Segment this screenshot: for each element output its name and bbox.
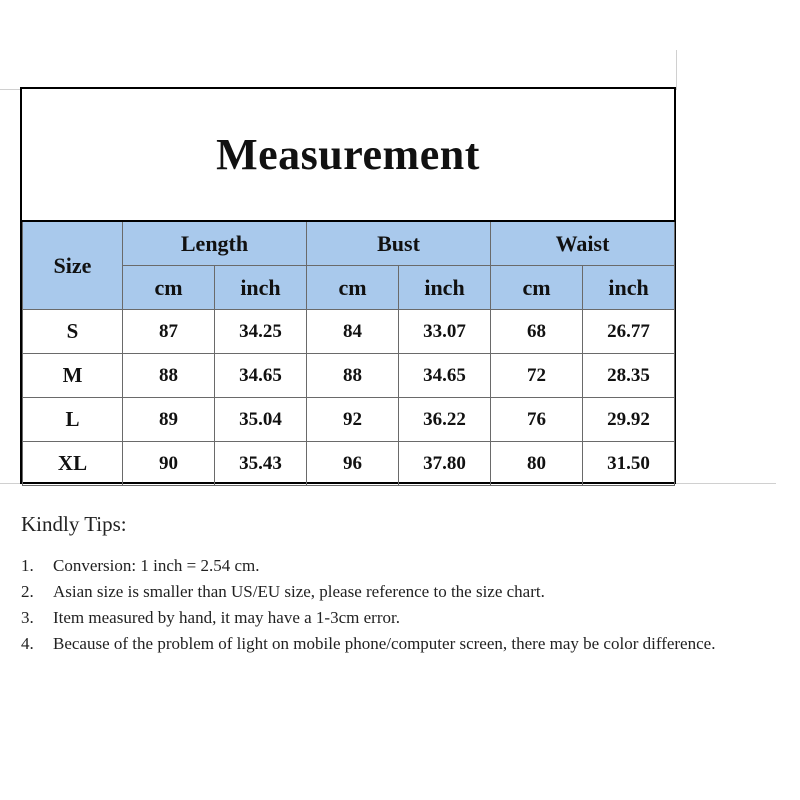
table-row [23, 354, 675, 398]
table-row [23, 398, 675, 442]
scan-guide-line [676, 50, 677, 90]
list-item [21, 579, 766, 605]
table-cell: 28.35 [583, 354, 675, 398]
kindly-tips [21, 512, 766, 657]
column-header-size: Size [23, 221, 123, 310]
chart-title: Measurement [216, 130, 480, 179]
table-cell: 90 [123, 442, 215, 486]
table-cell: 87 [123, 310, 215, 354]
table-cell: 34.65 [215, 354, 307, 398]
table-cell: 88 [123, 354, 215, 398]
column-group-bust: Bust [307, 221, 491, 266]
tip-text: Asian size is smaller than US/EU size, please reference to the size chart. [53, 582, 545, 601]
tip-number: 2. [21, 582, 34, 601]
scan-guide-line [0, 483, 20, 484]
list-item [21, 631, 766, 657]
table-cell: 92 [307, 398, 399, 442]
table-cell: 68 [491, 310, 583, 354]
scan-guide-line [0, 89, 20, 90]
table-cell: 34.25 [215, 310, 307, 354]
table-cell: 88 [307, 354, 399, 398]
table-cell: 84 [307, 310, 399, 354]
scan-guide-line [676, 483, 776, 484]
list-item [21, 553, 766, 579]
table-cell: 34.65 [399, 354, 491, 398]
table-cell: 31.50 [583, 442, 675, 486]
table-cell: 29.92 [583, 398, 675, 442]
table-cell: 26.77 [583, 310, 675, 354]
table-row [23, 310, 675, 354]
table-cell: 36.22 [399, 398, 491, 442]
table-cell: 35.04 [215, 398, 307, 442]
unit-header: inch [399, 266, 491, 310]
size-chart [20, 87, 676, 484]
size-cell: M [23, 354, 123, 398]
table-cell: 80 [491, 442, 583, 486]
tip-text: Because of the problem of light on mobile phone/computer screen, there may be color difference. [53, 634, 716, 653]
size-cell: XL [23, 442, 123, 486]
unit-header: cm [307, 266, 399, 310]
size-cell: S [23, 310, 123, 354]
tips-heading: Kindly Tips: [21, 512, 127, 536]
unit-header: cm [491, 266, 583, 310]
table-cell: 76 [491, 398, 583, 442]
table-cell: 33.07 [399, 310, 491, 354]
tips-list [21, 553, 766, 657]
column-group-waist: Waist [491, 221, 675, 266]
table-cell: 37.80 [399, 442, 491, 486]
table-cell: 72 [491, 354, 583, 398]
list-item [21, 605, 766, 631]
size-table [22, 220, 675, 486]
table-row [23, 442, 675, 486]
tip-text: Conversion: 1 inch = 2.54 cm. [53, 556, 260, 575]
column-group-length: Length [123, 221, 307, 266]
size-cell: L [23, 398, 123, 442]
tip-number: 4. [21, 634, 34, 653]
table-cell: 89 [123, 398, 215, 442]
unit-header: inch [215, 266, 307, 310]
tip-number: 1. [21, 556, 34, 575]
unit-header: inch [583, 266, 675, 310]
table-cell: 35.43 [215, 442, 307, 486]
unit-header: cm [123, 266, 215, 310]
table-cell: 96 [307, 442, 399, 486]
tip-number: 3. [21, 608, 34, 627]
table-header-row [23, 221, 675, 266]
tip-text: Item measured by hand, it may have a 1-3cm error. [53, 608, 400, 627]
